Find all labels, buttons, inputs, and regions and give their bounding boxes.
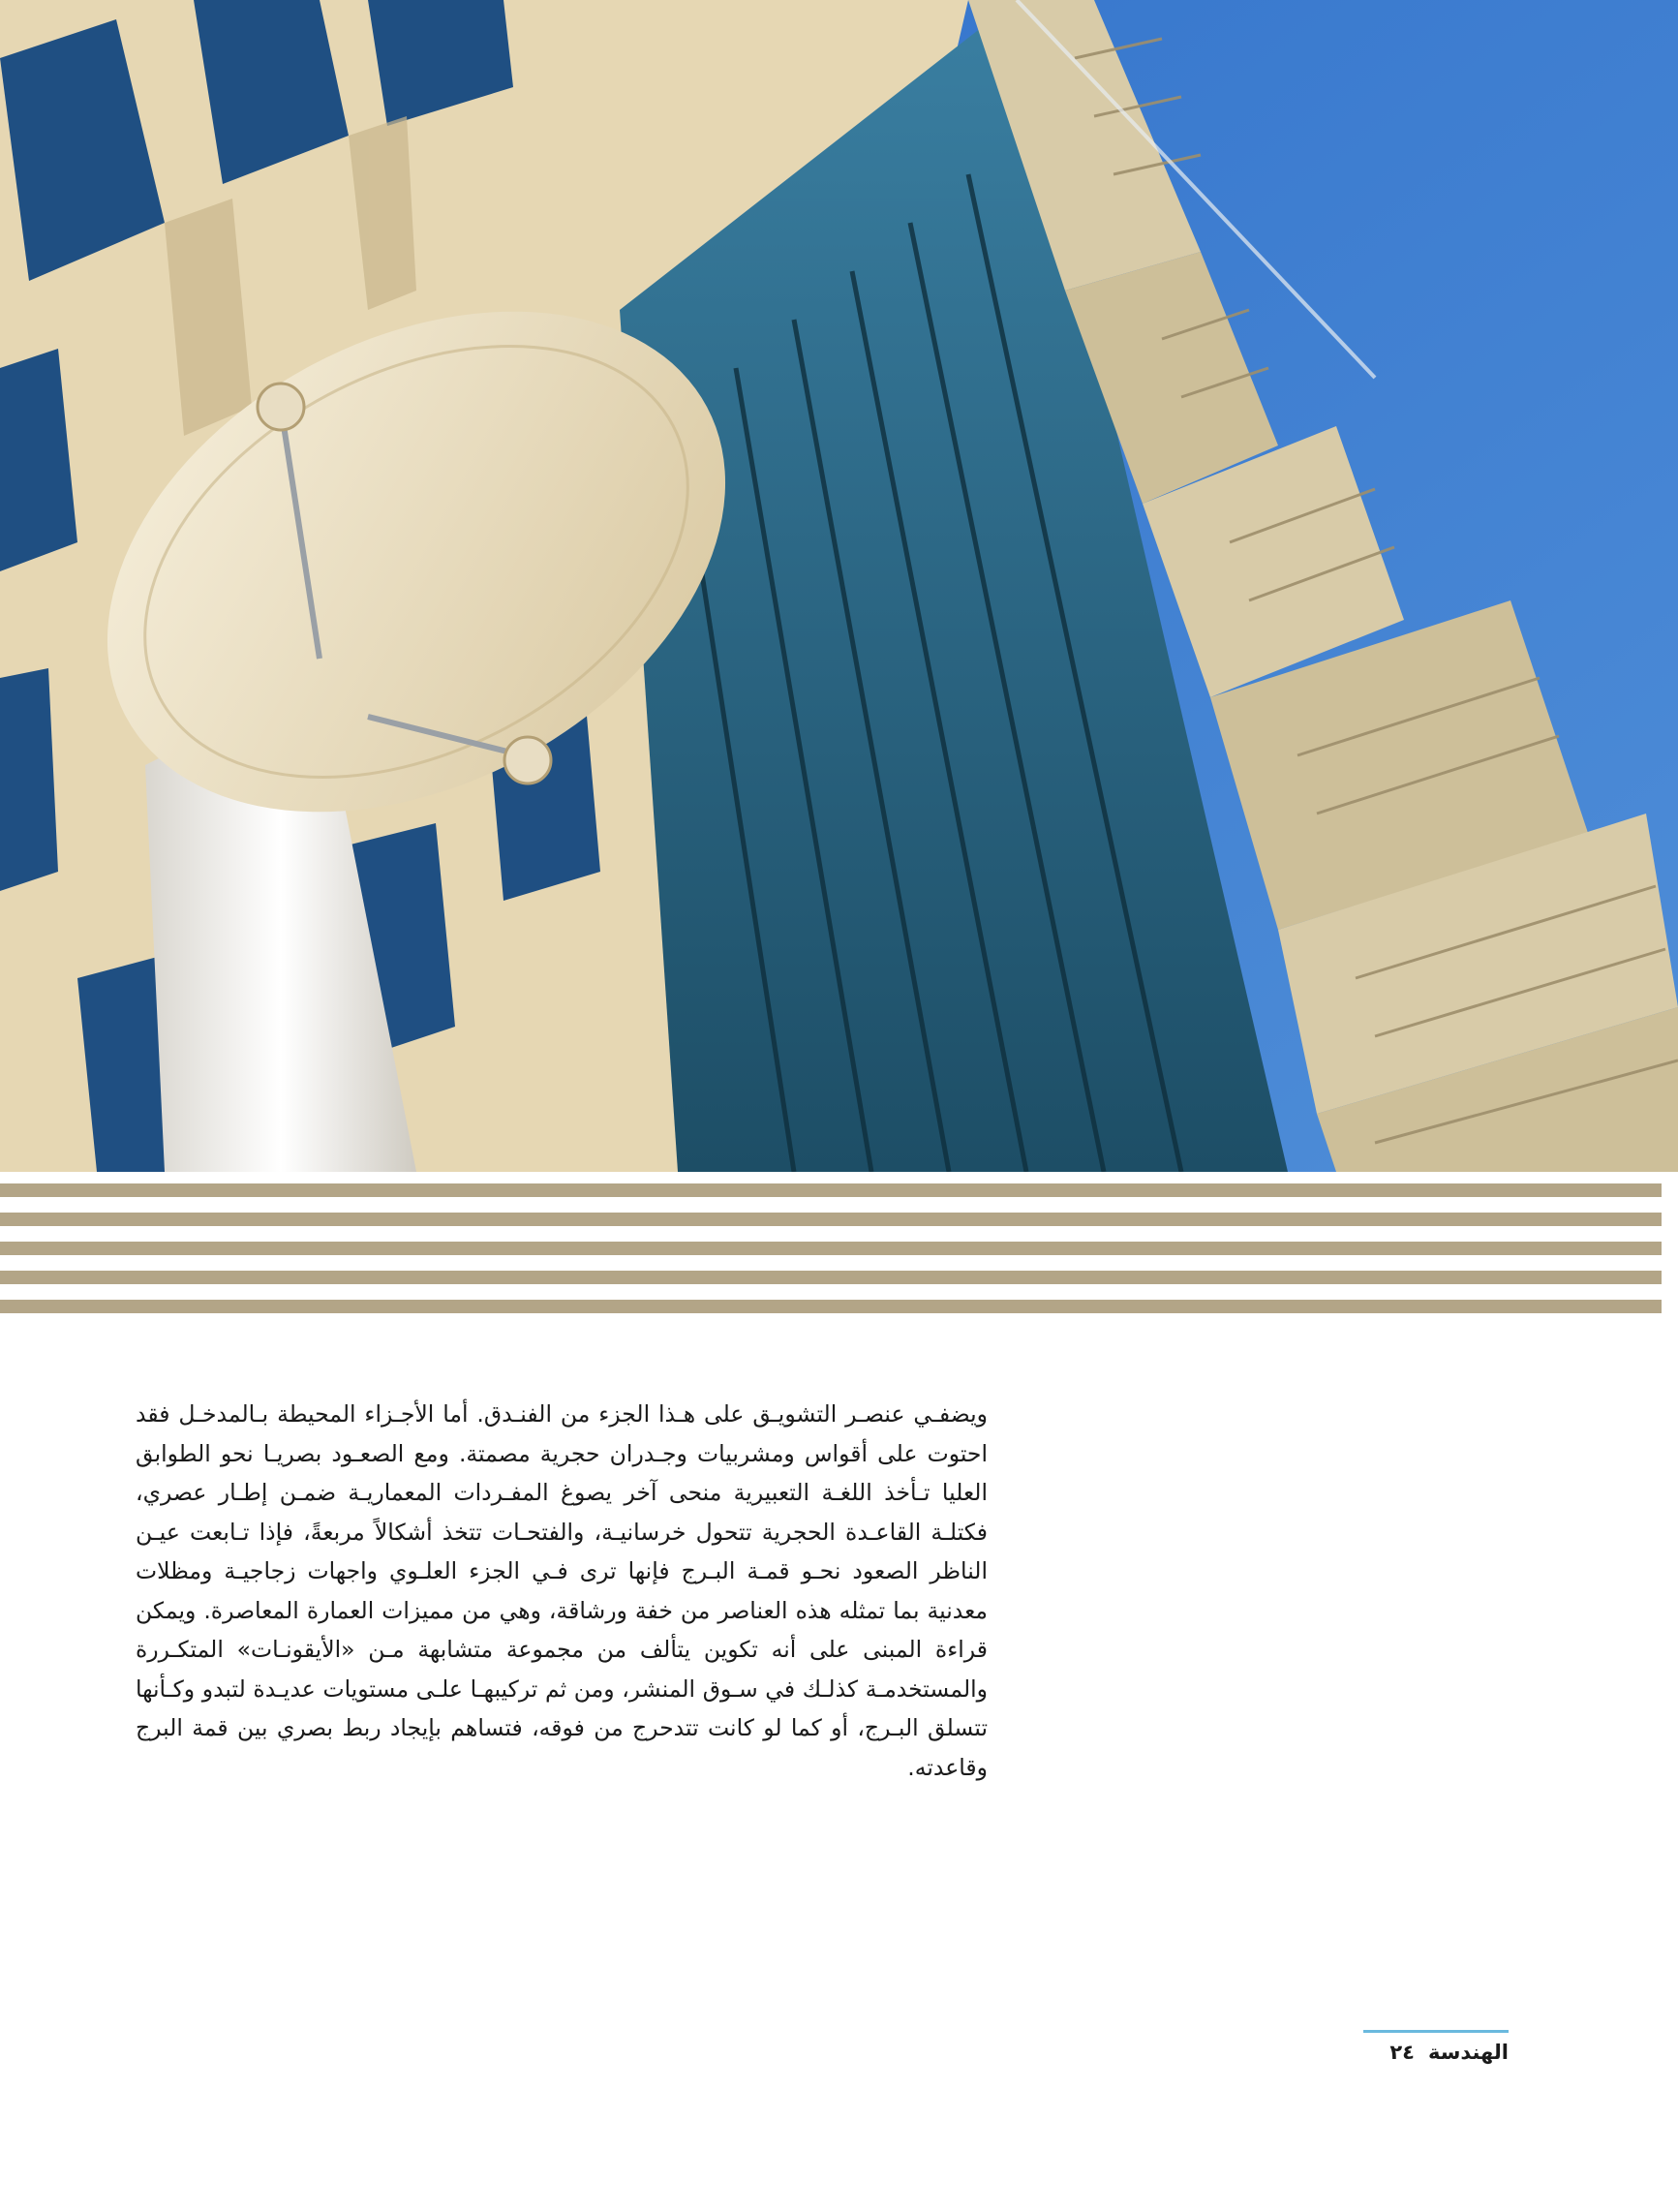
page-number: ٢٤ xyxy=(1389,2041,1415,2064)
stripe xyxy=(0,1183,1662,1197)
decorative-stripes xyxy=(0,1183,1662,1319)
stripe xyxy=(0,1300,1662,1313)
article-body xyxy=(136,1395,988,1787)
stripe xyxy=(0,1213,1662,1226)
footer-accent-line xyxy=(1363,2030,1509,2033)
article-paragraph: ويضفـي عنصـر التشويـق على هـذا الجزء من الفنـدق. أما الأجـزاء المحيطة بـالمدخـل فقد احتوت على أقواس ومشربيات وجـدران حجرية مصمتة. ومع الصعـود بصريـا نحو الطوابق العليا تـأخذ اللغـة التعبيرية منحى آخر يصوغ المفـردات المعماريـة ضمـن إطـار عصري، فكتلـة القاعـدة الحجرية تتحول خرسانيـة، والفتحـات تتخذ أشكالاً مربعةً، فإذا تـابعت عيـن الناظر الصعود نحـو قمـة البـرج فإنها ترى فـي الجزء العلـوي واجهات زجاجيـة ومظلات معدنية بما تمثله هذه العناصر من خفة ورشاقة، وهي من مميزات العمارة المعاصرة. ويمكن قراءة المبنى على أنه تكوين يتألف من مجموعة متشابهة مـن «الأيقونـات» المتكـررة والمستخدمـة كذلـك في سـوق المنشر، ومن ثم تركيبهـا علـى مستويات عديـدة لتبدو وكـأنها تتسلق البـرج، أو كما لو كانت تتدحرج من فوقه، فتساهم بإيجاد ربط بصري بين قمة البرج وقاعدته. xyxy=(136,1400,988,1781)
stripe xyxy=(0,1242,1662,1255)
page-footer xyxy=(1360,2038,1509,2067)
stripe xyxy=(0,1271,1662,1284)
magazine-name: الهندسة xyxy=(1427,2041,1509,2064)
